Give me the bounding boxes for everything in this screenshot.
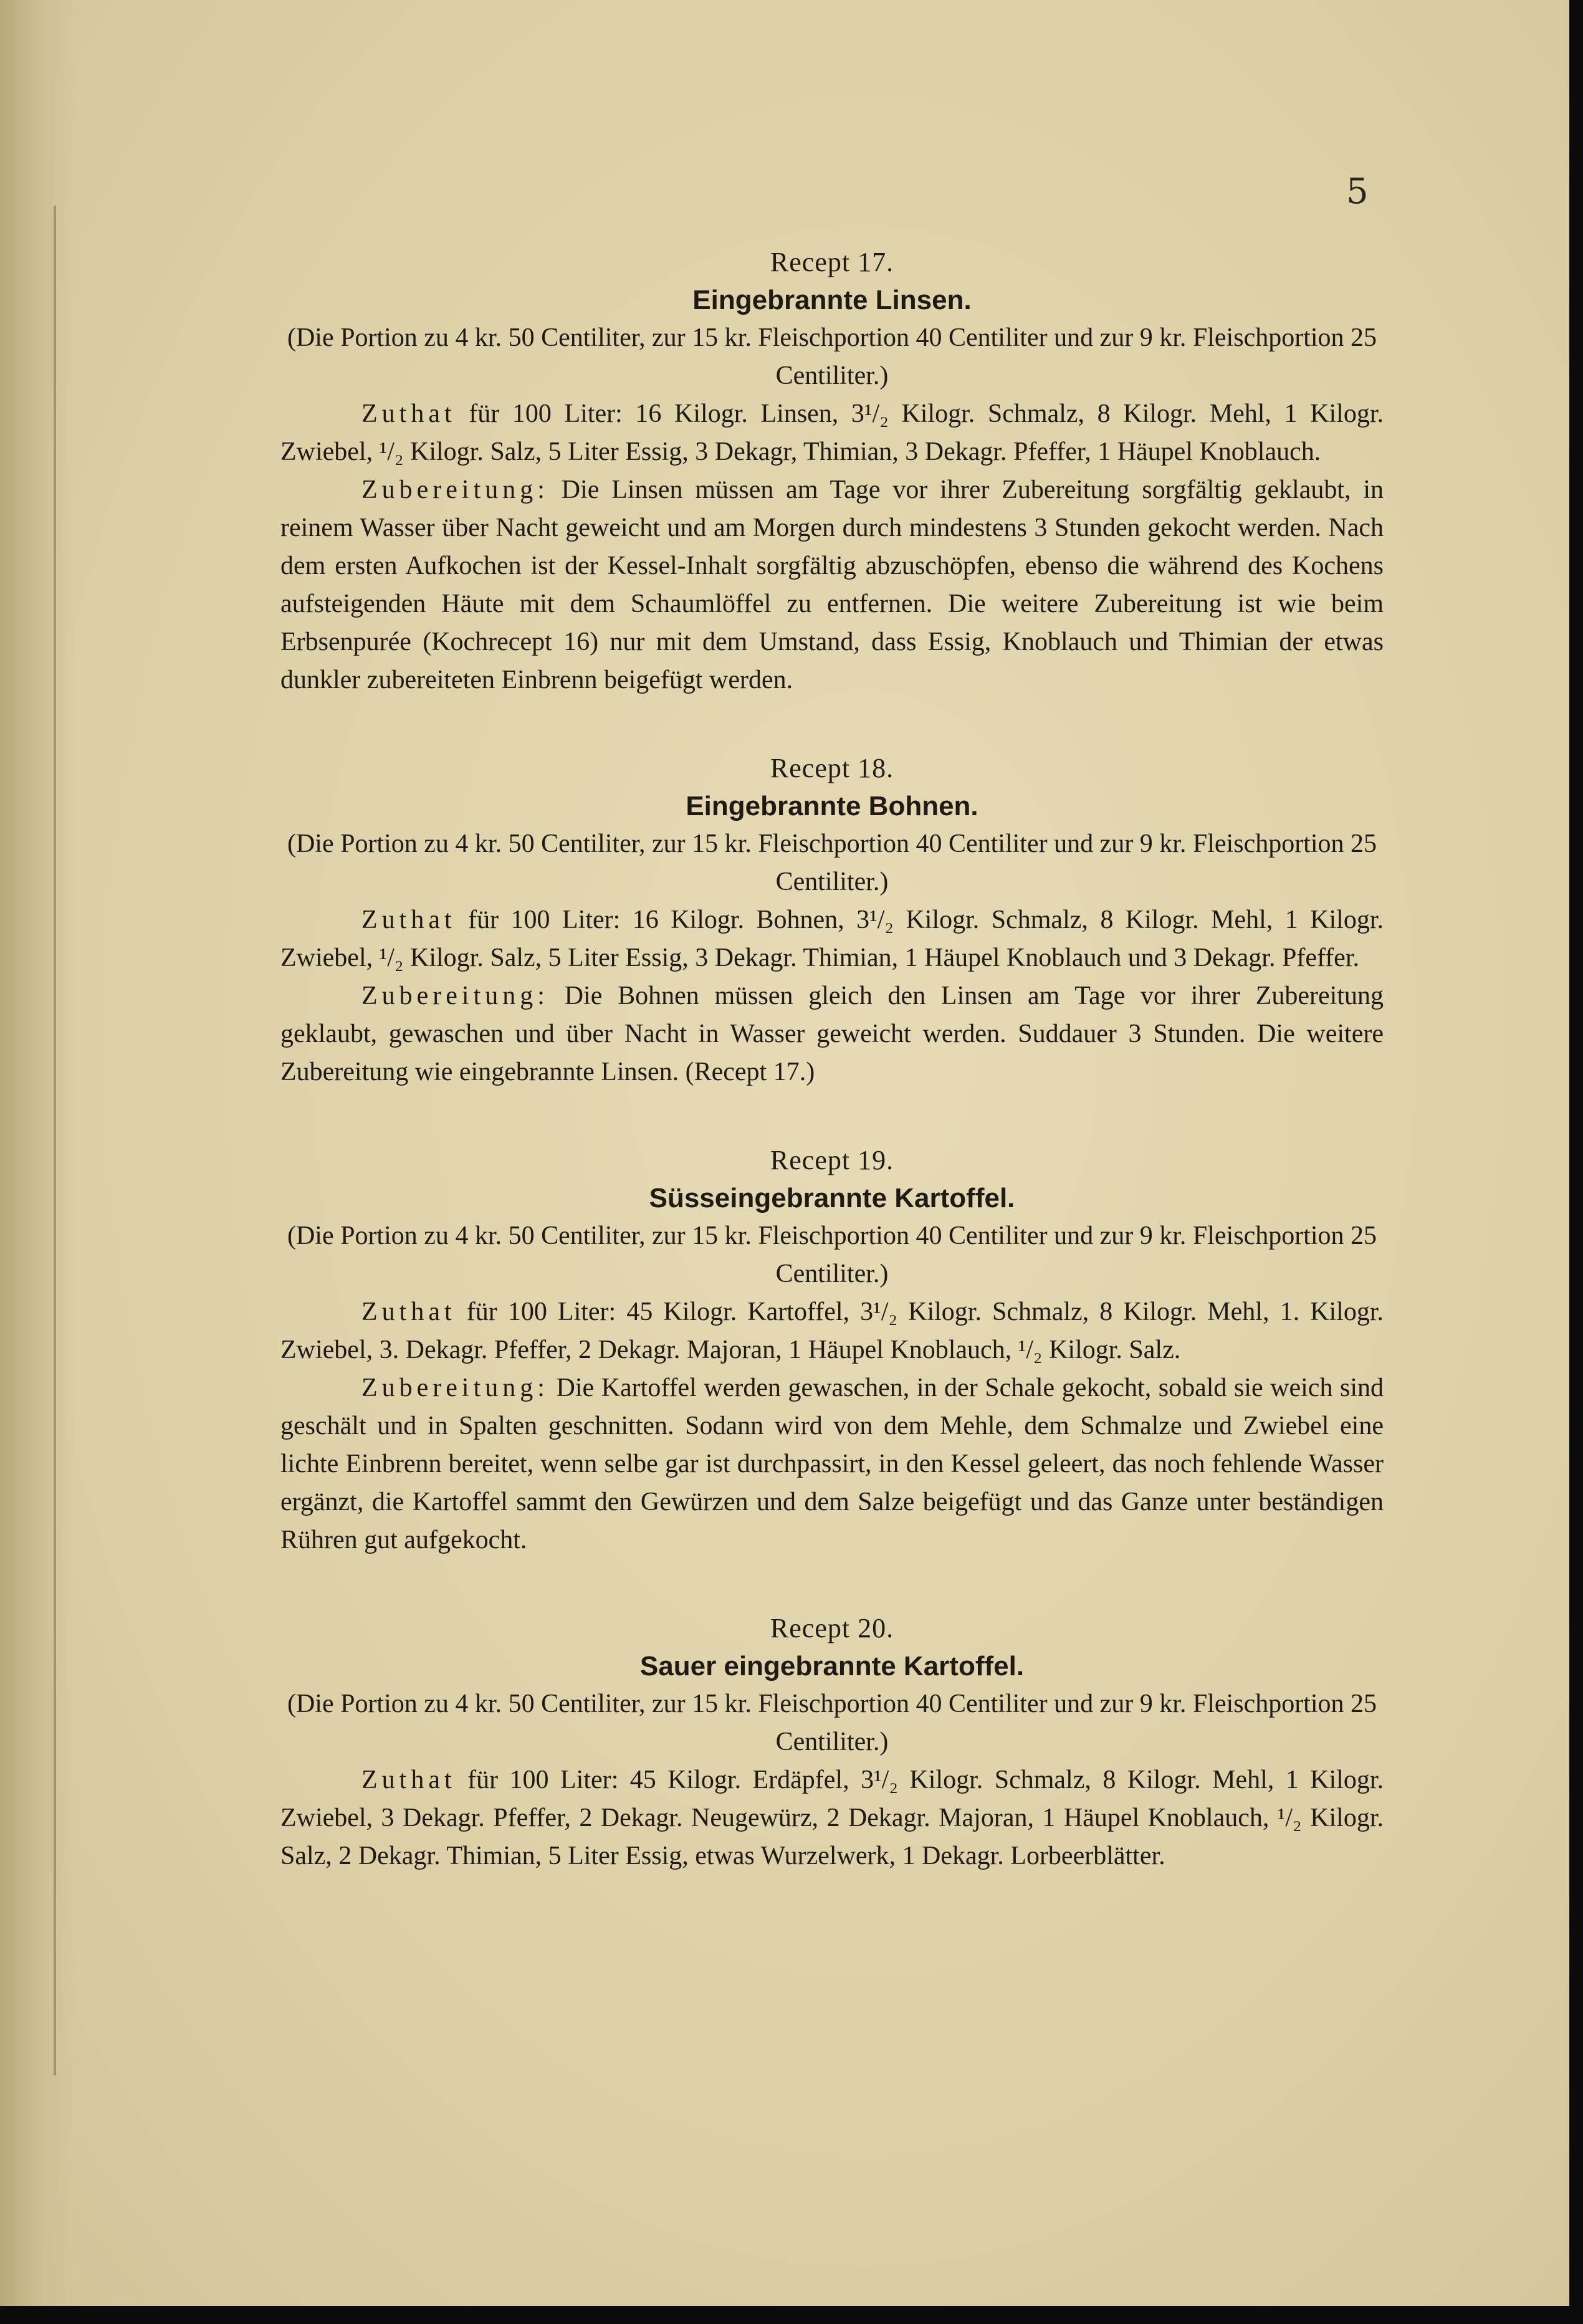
ingredients-text: für 100 Liter: 16 Kilogr. Linsen, 3¹/₂ Kilogr. Schmalz, 8 Kilogr. Mehl, 1 Kilogr. Zwiebel, ¹/₂ Kilogr. Salz, 5 Liter Essig, 3 Dekagr, Thimian, 3 Dekagr. Pfeffer, 1 Häupel Knoblauch.: [280, 399, 1384, 466]
page-number: 5: [1346, 171, 1369, 212]
ingredients-label: Zuthat: [361, 906, 456, 934]
recipe-title: Süsseingebrannte Kartoffel.: [649, 1183, 1015, 1213]
recipe-20: [280, 1609, 1384, 1875]
recipe-title: Sauer eingebrannte Kartoffel.: [639, 1651, 1025, 1681]
recipe-number: Recept 17.: [770, 247, 894, 277]
preparation-text: Die Kartoffel werden gewaschen, in der Schale gekocht, sobald sie weich sind geschält und in Spalten geschnitten. Sodann wird von dem Mehle, dem Schmalze und Zwiebel eine lichte Einbrenn bereitet, wenn selbe gar ist durchpassirt, in den Kessel geleert, das noch fehlende Wasser ergänzt, die Kartoffel sammt den Gewürzen und dem Salze beigefügt und das Ganze unter beständigen Rühren gut aufgekocht.: [280, 1374, 1384, 1554]
recipe-ingredients: [280, 395, 1384, 471]
recipe-portion: (Die Portion zu 4 kr. 50 Centiliter, zur 15 kr. Fleischportion 40 Centiliter und zur 9 kr. Fleischportion 25 Centiliter.): [287, 830, 1377, 896]
recipe-number: Recept 20.: [770, 1613, 894, 1643]
preparation-text: Die Bohnen müssen gleich den Linsen am Tage vor ihrer Zubereitung geklaubt, gewaschen und über Nacht in Wasser geweicht werden. Suddauer 3 Stunden. Die weitere Zubereitung wie eingebrannte Linsen. (Recept 17.): [280, 982, 1384, 1086]
preparation-label: Zubereitung:: [361, 982, 549, 1010]
recipe-title: Eingebrannte Linsen.: [692, 285, 972, 315]
recipe-number: Recept 18.: [770, 753, 894, 783]
recipe-18: [280, 749, 1384, 1091]
recipe-preparation: [280, 1369, 1384, 1559]
recipe-19: [280, 1141, 1384, 1559]
page-text: [280, 243, 1384, 1925]
recipe-ingredients: [280, 1293, 1384, 1369]
preparation-label: Zubereitung:: [361, 1374, 549, 1402]
recipe-17: [280, 243, 1384, 699]
recipe-ingredients: [280, 901, 1384, 977]
binding-edge: [54, 206, 56, 2075]
preparation-text: Die Linsen müssen am Tage vor ihrer Zubereitung sorgfältig geklaubt, in reinem Wasser über Nacht geweicht und am Morgen durch mindestens 3 Stunden gekocht werden. Nach dem ersten Aufkochen ist der Kessel-Inhalt sorgfältig abzuschöpfen, ebenso die während des Kochens aufsteigenden Häute mit dem Schaumlöffel zu entfernen. Die weitere Zubereitung ist wie beim Erbsenpurée (Kochrecept 16) nur mit dem Umstand, dass Essig, Knoblauch und Thimian der etwas dunkler zubereiteten Einbrenn beigefügt werden.: [280, 476, 1384, 694]
ingredients-label: Zuthat: [361, 1766, 456, 1794]
page-gutter-shadow: [0, 0, 75, 2306]
recipe-portion: (Die Portion zu 4 kr. 50 Centiliter, zur 15 kr. Fleischportion 40 Centiliter und zur 9 kr. Fleischportion 25 Centiliter.): [287, 323, 1377, 390]
recipe-ingredients: [280, 1761, 1384, 1875]
recipe-portion: (Die Portion zu 4 kr. 50 Centiliter, zur 15 kr. Fleischportion 40 Centiliter und zur 9 kr. Fleischportion 25 Centiliter.): [287, 1222, 1377, 1288]
recipe-title: Eingebrannte Bohnen.: [686, 791, 978, 821]
recipe-preparation: [280, 471, 1384, 699]
ingredients-label: Zuthat: [361, 399, 456, 428]
preparation-label: Zubereitung:: [361, 476, 549, 504]
recipe-portion: (Die Portion zu 4 kr. 50 Centiliter, zur 15 kr. Fleischportion 40 Centiliter und zur 9 kr. Fleischportion 25 Centiliter.): [287, 1690, 1377, 1756]
ingredients-label: Zuthat: [361, 1298, 456, 1326]
ingredients-text: für 100 Liter: 45 Kilogr. Kartoffel, 3¹/₂ Kilogr. Schmalz, 8 Kilogr. Mehl, 1. Kilogr. Zwiebel, 3. Dekagr. Pfeffer, 2 Dekagr. Majoran, 1 Häupel Knoblauch, ¹/₂ Kilogr. Salz.: [280, 1298, 1384, 1364]
recipe-preparation: [280, 977, 1384, 1091]
ingredients-text: für 100 Liter: 45 Kilogr. Erdäpfel, 3¹/₂ Kilogr. Schmalz, 8 Kilogr. Mehl, 1 Kilogr. Zwiebel, 3 Dekagr. Pfeffer, 2 Dekagr. Neugewürz, 2 Dekagr. Majoran, 1 Häupel Knoblauch, ¹/₂ Kilogr. Salz, 2 Dekagr. Thimian, 5 Liter Essig, etwas Wurzelwerk, 1 Dekagr. Lorbeerblätter.: [280, 1766, 1384, 1870]
recipe-number: Recept 19.: [770, 1145, 894, 1175]
ingredients-text: für 100 Liter: 16 Kilogr. Bohnen, 3¹/₂ Kilogr. Schmalz, 8 Kilogr. Mehl, 1 Kilogr. Zwiebel, ¹/₂ Kilogr. Salz, 5 Liter Essig, 3 Dekagr. Thimian, 1 Häupel Knoblauch und 3 Dekagr. Pfeffer.: [280, 906, 1384, 972]
